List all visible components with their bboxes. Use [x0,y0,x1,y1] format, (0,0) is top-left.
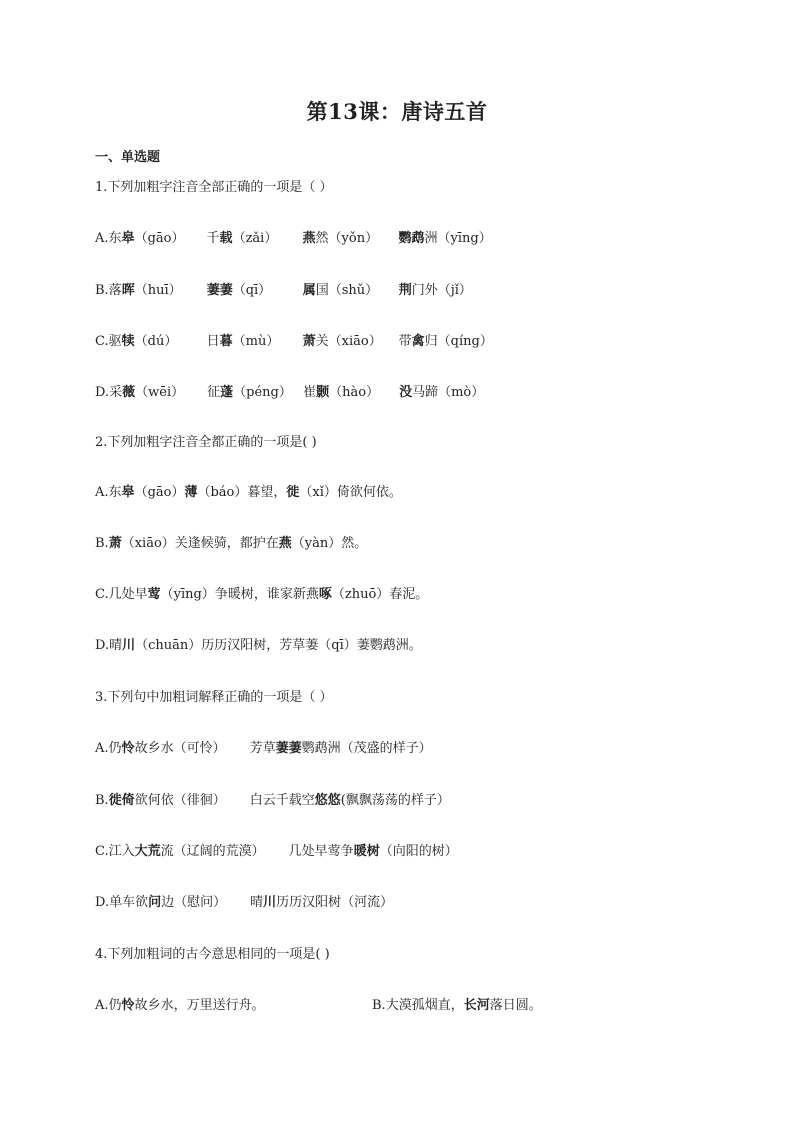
bold-char: 犊 [121,334,135,349]
text: 千 [206,231,220,246]
text: 采 [109,385,123,400]
q2-option-d [95,637,422,655]
option-letter: D. [95,895,110,910]
pinyin: （gāo） [134,231,185,246]
bold-word: 怜 [121,741,135,756]
text: 东 [108,485,122,500]
page-title: 第13课：唐诗五首 [306,99,488,124]
text: 落日圆。 [489,998,542,1013]
bold-word: 长河 [463,998,490,1013]
q4-option-b [372,997,542,1015]
bold-char: 皋 [121,231,135,246]
text: 仍 [108,741,122,756]
text: （xǐ）倚欲何依。 [299,485,402,500]
question-1-stem: 1.下列加粗字注音全部正确的一项是（ ） [95,180,333,195]
text: 单车欲 [109,895,149,910]
text: 晴 [109,638,123,653]
text: （向阳的树） [379,844,458,859]
bold-char: 荆 [398,283,412,298]
text: （xiāo）关逢候骑，都护在 [121,536,279,551]
option-letter: B. [372,998,386,1013]
q4-option-a [95,997,265,1015]
bold-char: 载 [219,231,233,246]
pinyin: 洲（yīng） [424,231,492,246]
bold-char: 徙 [286,485,300,500]
section-heading: 一、单选题 [95,150,161,165]
question-2-stem: 2.下列加粗字注音全都正确的一项是( ) [95,435,317,450]
text: 晴 [250,895,264,910]
bold-char: 禽 [411,334,425,349]
q2-option-a [95,484,402,502]
option-letter: B. [95,283,109,298]
text: （yàn）然。 [291,536,368,551]
q3-option-c [95,843,458,861]
bold-char: 没 [399,385,413,400]
bold-char: 暮 [219,334,233,349]
text: 历历汉阳树（河流） [276,895,394,910]
text: 欲何依（徘徊） [134,793,226,808]
bold-char: 薄 [184,485,198,500]
q1-option-c [95,333,493,351]
text: 芳草 [249,741,276,756]
q1-option-d [95,384,484,402]
option-letter: C. [95,334,109,349]
text: 大漠孤烟直， [385,998,464,1013]
text: 驱 [108,334,122,349]
q2-option-c [95,586,428,604]
text: （gāo） [134,485,185,500]
bold-word: 暖树 [353,844,380,859]
bold-char: 莺 [147,587,161,602]
pinyin: 门外（jǐ） [411,283,472,298]
bold-word: 怜 [121,998,135,1013]
pinyin: （dú） [134,334,178,349]
pinyin: （qī） [232,283,272,298]
option-letter: A. [95,741,109,756]
bold-char: 鹦鹉 [398,231,425,246]
bold-char: 晖 [121,283,135,298]
text: 落 [108,283,122,298]
pinyin: （huī） [134,283,182,298]
option-letter: D. [95,385,110,400]
pinyin: 马蹄（mò） [412,385,485,400]
text: 几处早 [108,587,148,602]
text: 几处早莺争 [288,844,354,859]
text: 带 [398,334,412,349]
q1-option-b [95,282,472,300]
text: 白云千载空 [249,793,315,808]
pinyin: 关（xiāo） [315,334,382,349]
bold-word: 萋萋 [275,741,302,756]
q1-option-a [95,230,492,248]
bold-word: 徙倚 [108,793,135,808]
pinyin: （péng） [233,385,292,400]
text: 仍 [108,998,122,1013]
pinyin: 然（yǒn） [315,231,379,246]
pinyin: （hào） [329,385,380,400]
bold-word: 悠悠 [314,793,341,808]
question-3-stem: 3.下列句中加粗词解释正确的一项是（ ） [95,690,333,705]
bold-char: 萋萋 [206,283,233,298]
bold-char: 属 [302,283,316,298]
text: 故乡水，万里送行舟。 [134,998,265,1013]
question-4-stem: 4.下列加粗词的古今意思相同的一项是( ) [95,947,330,962]
q3-option-d [95,894,393,912]
bold-char: 萧 [302,334,316,349]
bold-char: 啄 [318,587,332,602]
bold-char: 燕 [278,536,292,551]
text: 征 [207,385,221,400]
bold-char: 颢 [316,385,330,400]
bold-char: 蓬 [220,385,234,400]
bold-char: 皋 [121,485,135,500]
text: （báo）暮望， [197,485,287,500]
bold-char: 川 [122,638,136,653]
option-letter: B. [95,536,109,551]
text: （yīng）争暖树，谁家新燕 [160,587,319,602]
option-letter: A. [95,998,109,1013]
pinyin: （mù） [232,334,280,349]
pinyin: （wēi） [135,385,185,400]
pinyin: 归（qíng） [424,334,493,349]
text: 日 [206,334,220,349]
bold-char: 萧 [108,536,122,551]
text: 鹦鹉洲（茂盛的样子） [301,741,432,756]
text: 崔 [303,385,317,400]
text: （chuān）历历汉阳树，芳草萋（qī）萋鹦鹉洲。 [135,638,422,653]
text: 东 [108,231,122,246]
option-letter: C. [95,587,109,602]
pinyin: 国（shǔ） [315,283,379,298]
bold-char: 薇 [122,385,136,400]
text: 江入 [108,844,135,859]
option-letter: B. [95,793,109,808]
bold-word: 川 [263,895,277,910]
bold-char: 燕 [302,231,316,246]
q2-option-b [95,535,367,553]
text: 流（辽阔的荒漠） [160,844,265,859]
option-letter: A. [95,231,109,246]
bold-word: 大荒 [134,844,161,859]
q3-option-a [95,740,432,758]
q3-option-b [95,792,450,810]
text: 边（慰问） [161,895,227,910]
pinyin: （zǎi） [232,231,278,246]
option-letter: D. [95,638,110,653]
option-letter: A. [95,485,109,500]
option-letter: C. [95,844,109,859]
text: (飘飘荡荡的样子） [340,793,450,808]
bold-word: 问 [148,895,162,910]
text: 故乡水（可怜） [134,741,226,756]
text: （zhuō）春泥。 [331,587,429,602]
